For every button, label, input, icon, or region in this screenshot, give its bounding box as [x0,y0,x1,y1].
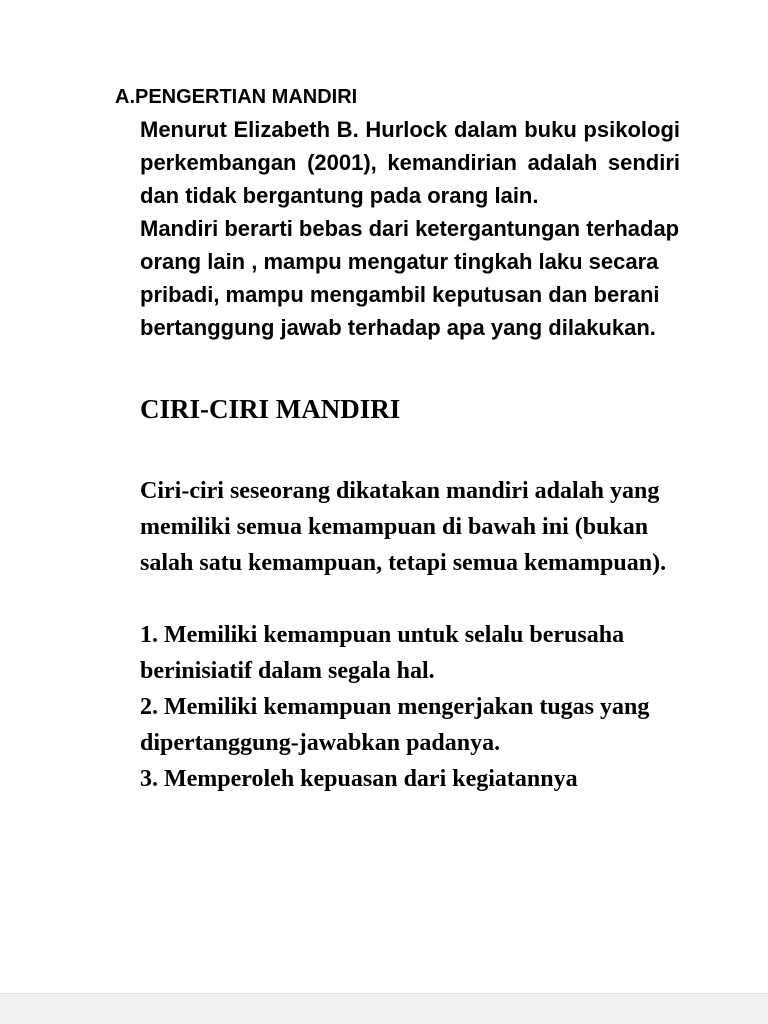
document-content [115,86,680,797]
numbered-list [140,617,685,797]
page-title: A.PENGERTIAN MANDIRI [115,86,358,108]
section-lead-paragraph: Ciri-ciri seseorang dikatakan mandiri adalah yang memiliki semua kemampuan di bawah ini (bukan salah satu kemampuan, tetapi semua kemampuan). [140,478,667,576]
list-item: 1. Memiliki kemampuan untuk selalu berusaha berinisiatif dalam segala hal. [140,622,625,684]
list-item: 3. Memperoleh kepuasan dari kegiatannya [140,766,578,792]
intro-paragraph-2: Mandiri berarti bebas dari ketergantungan terhadap orang lain , mampu mengatur tingkah laku secara pribadi, mampu mengambil keputusan dan berani bertanggung jawab terhadap apa yang dilakukan. [140,216,680,340]
page-bottom-edge [0,993,768,1024]
intro-paragraph-1: Menurut Elizabeth B. Hurlock dalam buku psikologi perkembangan (2001), kemandirian adalah sendiri dan tidak bergantung pada orang lain. [140,117,680,208]
section-title: CIRI-CIRI MANDIRI [140,394,401,424]
intro-section [140,113,680,344]
list-item: 2. Memiliki kemampuan mengerjakan tugas yang dipertanggung-jawabkan padanya. [140,694,650,756]
ciri-ciri-section [140,394,685,797]
